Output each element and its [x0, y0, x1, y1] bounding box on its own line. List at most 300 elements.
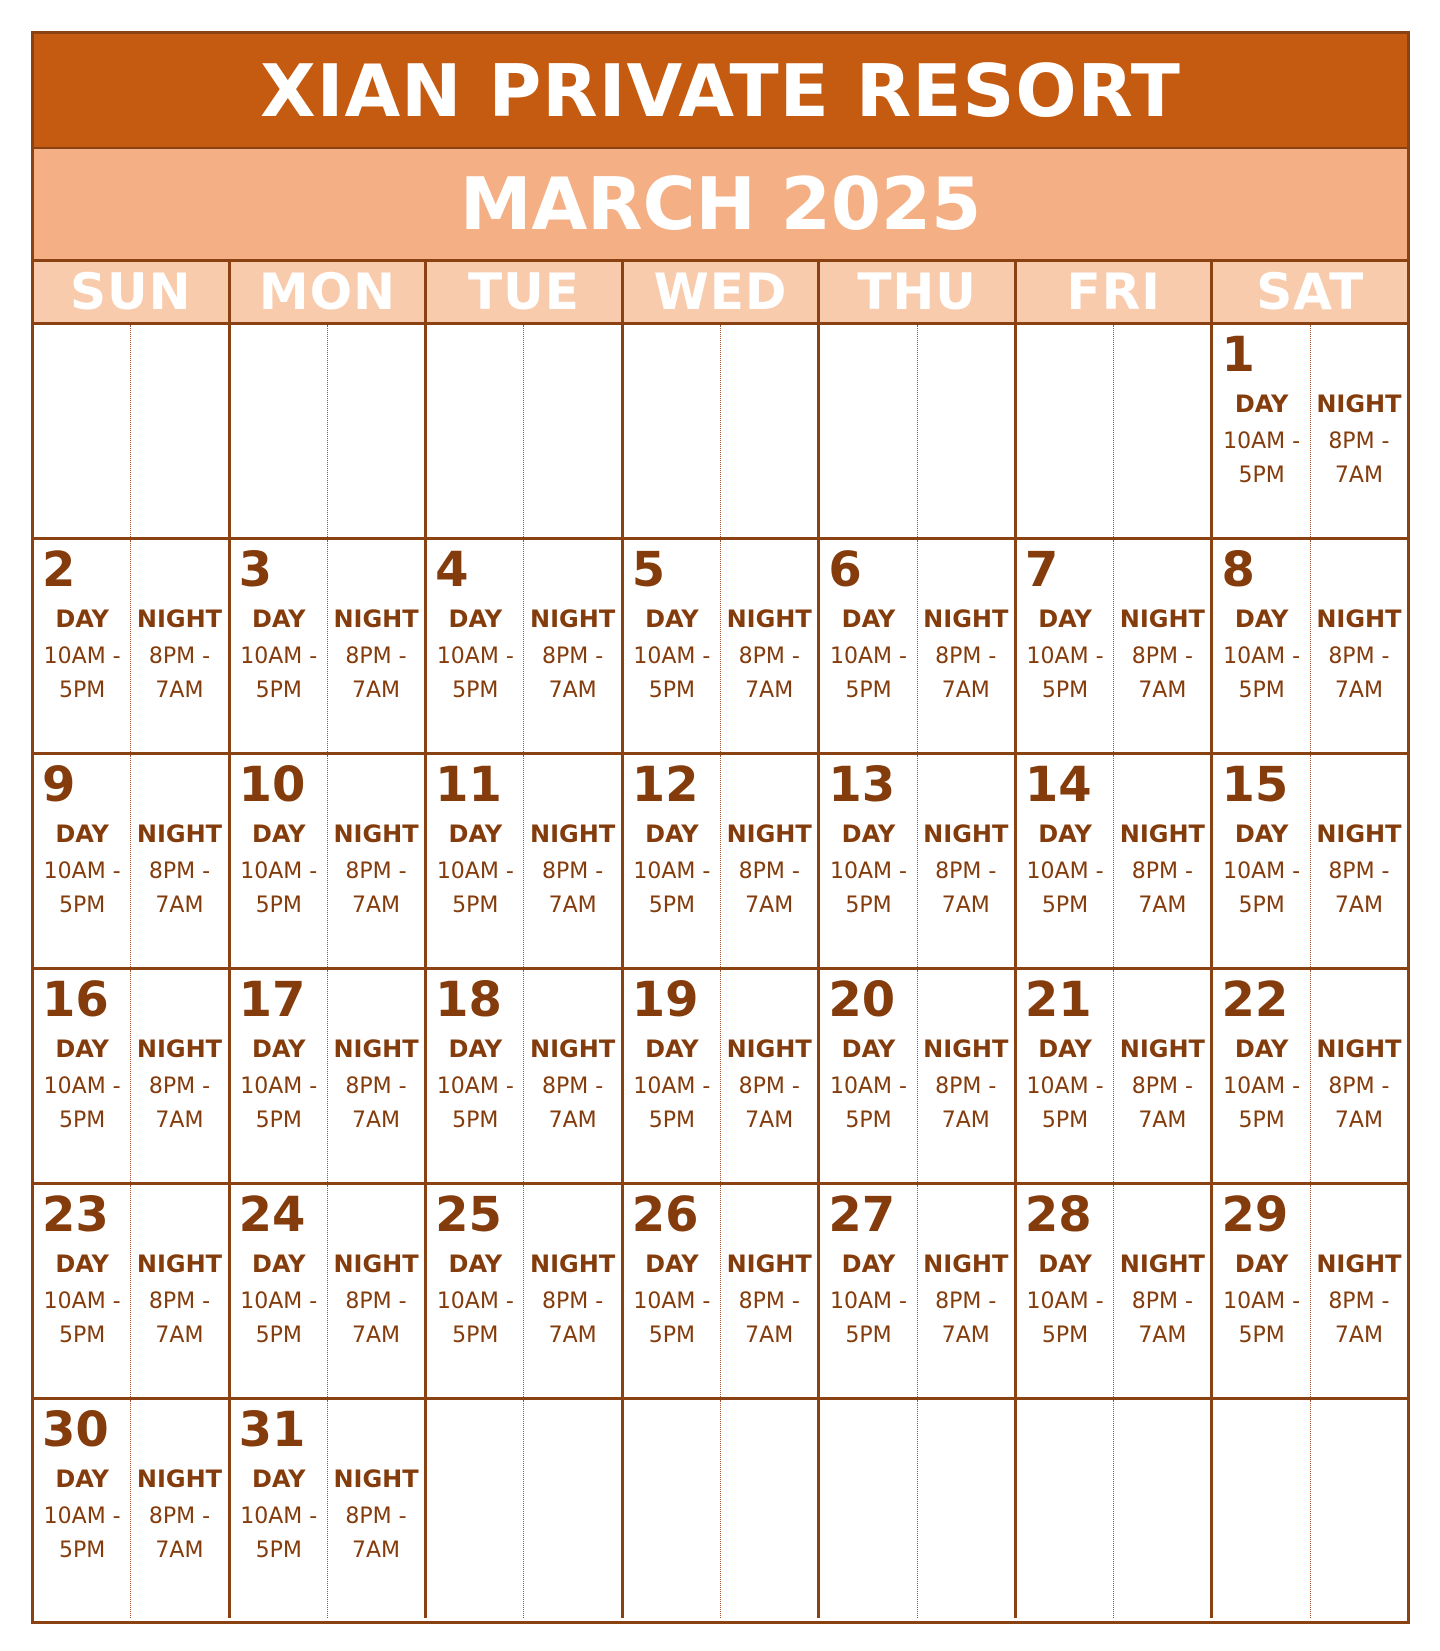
- calendar-week: [34, 755, 1407, 970]
- day-slot-start: 10AM -: [436, 1289, 514, 1314]
- day-slot[interactable]: [1213, 819, 1309, 923]
- day-slot-label: DAY: [251, 1250, 306, 1278]
- night-slot[interactable]: [131, 1249, 227, 1353]
- night-slot-label: NIGHT: [726, 1035, 812, 1063]
- night-slot-end: 7AM: [1138, 678, 1187, 703]
- night-slot-column: [1311, 540, 1407, 752]
- night-slot[interactable]: [1114, 1034, 1210, 1138]
- day-slot-end: 5PM: [1041, 1108, 1089, 1133]
- day-slot[interactable]: [1213, 1249, 1309, 1353]
- night-slot-time: [918, 855, 1014, 923]
- day-slot-start: 10AM -: [1026, 859, 1104, 884]
- calendar-day-cell[interactable]: [817, 970, 1014, 1182]
- day-slot-end: 5PM: [255, 1323, 302, 1348]
- day-slot[interactable]: [820, 1034, 916, 1138]
- night-slot-label: NIGHT: [923, 1035, 1009, 1063]
- calendar-day-cell[interactable]: [424, 755, 621, 967]
- night-slot-label: NIGHT: [333, 820, 419, 848]
- night-slot-time: [131, 640, 227, 708]
- night-slot[interactable]: [328, 1034, 424, 1138]
- day-number: 10: [238, 757, 306, 813]
- day-slot-column: [624, 325, 721, 537]
- night-slot[interactable]: [328, 1249, 424, 1353]
- calendar-day-cell[interactable]: [817, 755, 1014, 967]
- night-slot[interactable]: [918, 1249, 1014, 1353]
- night-slot-start: 8PM -: [542, 859, 604, 884]
- day-slot-label: DAY: [448, 820, 503, 848]
- day-slot-time: [1017, 855, 1113, 923]
- calendar-day-cell[interactable]: [228, 970, 425, 1182]
- day-slot-start: 10AM -: [1223, 859, 1301, 884]
- night-slot-column: [918, 325, 1014, 537]
- day-slot-start: 10AM -: [1223, 1289, 1301, 1314]
- night-slot-label: NIGHT: [136, 1250, 223, 1278]
- day-slot-label: DAY: [645, 1035, 699, 1063]
- night-slot-time: [721, 640, 817, 708]
- day-slot[interactable]: [231, 1249, 327, 1353]
- day-slot[interactable]: [624, 604, 720, 708]
- day-number: 12: [631, 757, 699, 813]
- day-number: 25: [435, 1187, 502, 1243]
- calendar-day-cell[interactable]: [34, 1400, 228, 1618]
- day-slot-time: [34, 1285, 130, 1353]
- day-slot-label: DAY: [841, 605, 896, 633]
- day-slot-time: [820, 1285, 916, 1353]
- day-slot-column: [1017, 325, 1114, 537]
- day-number: 31: [238, 1402, 306, 1458]
- day-slot-start: 10AM -: [436, 644, 514, 669]
- day-number: 7: [1024, 542, 1059, 598]
- night-slot-label: NIGHT: [1316, 1035, 1402, 1063]
- night-slot-end: 7AM: [1334, 1323, 1383, 1348]
- day-slot-end: 5PM: [1041, 1323, 1089, 1348]
- calendar-day-cell: [621, 325, 818, 537]
- night-slot-column: [721, 325, 817, 537]
- night-slot-time: [1311, 855, 1407, 923]
- calendar-week: [34, 1185, 1407, 1400]
- night-slot-time: [1114, 640, 1210, 708]
- day-slot-end: 5PM: [452, 1108, 499, 1133]
- day-slot-time: [1213, 640, 1309, 708]
- day-slot-label: DAY: [251, 605, 306, 633]
- night-slot-column: [131, 970, 227, 1182]
- day-number: 22: [1221, 972, 1289, 1028]
- day-slot-start: 10AM -: [633, 644, 711, 669]
- day-slot[interactable]: [427, 604, 523, 708]
- day-slot[interactable]: [34, 1034, 130, 1138]
- day-slot-start: 10AM -: [43, 1504, 121, 1529]
- night-slot-end: 7AM: [352, 893, 401, 918]
- night-slot[interactable]: [721, 1034, 817, 1138]
- night-slot-end: 7AM: [1138, 1108, 1187, 1133]
- day-slot-label: DAY: [645, 605, 699, 633]
- day-slot-time: [231, 1285, 327, 1353]
- night-slot[interactable]: [131, 819, 227, 923]
- night-slot-column: [721, 755, 817, 967]
- calendar-day-cell[interactable]: [34, 540, 228, 752]
- night-slot-label: NIGHT: [333, 1250, 419, 1278]
- calendar-day-cell[interactable]: [1014, 540, 1211, 752]
- calendar-day-cell[interactable]: [424, 540, 621, 752]
- day-slot-start: 10AM -: [1026, 644, 1104, 669]
- night-slot-label: NIGHT: [1119, 820, 1205, 848]
- calendar-day-cell[interactable]: [228, 540, 425, 752]
- day-slot-time: [624, 855, 720, 923]
- night-slot-end: 7AM: [745, 1323, 794, 1348]
- day-slot-time: [427, 640, 523, 708]
- night-slot-start: 8PM -: [935, 644, 997, 669]
- calendar-day-cell[interactable]: [34, 755, 228, 967]
- weekday-sat: SAT: [1210, 262, 1407, 322]
- night-slot-label: NIGHT: [923, 1250, 1009, 1278]
- day-number: 1: [1221, 327, 1255, 383]
- night-slot-start: 8PM -: [148, 1289, 211, 1314]
- calendar-day-cell[interactable]: [621, 755, 818, 967]
- night-slot-time: [328, 1070, 424, 1138]
- calendar-day-cell[interactable]: [817, 1185, 1014, 1397]
- day-slot[interactable]: [1213, 1034, 1309, 1138]
- day-slot-end: 5PM: [845, 893, 892, 918]
- night-slot-column: [524, 540, 620, 752]
- night-slot-start: 8PM -: [738, 859, 800, 884]
- night-slot-time: [918, 1070, 1014, 1138]
- night-slot-time: [918, 1285, 1014, 1353]
- night-slot-column: [131, 755, 227, 967]
- night-slot-time: [328, 1285, 424, 1353]
- day-number: 26: [631, 1187, 699, 1243]
- night-slot[interactable]: [1311, 389, 1407, 493]
- day-slot-column: [820, 540, 917, 752]
- day-slot-time: [34, 1070, 130, 1138]
- day-slot-end: 5PM: [59, 893, 106, 918]
- night-slot-start: 8PM -: [148, 1504, 211, 1529]
- day-slot-end: 5PM: [1041, 893, 1089, 918]
- day-slot-label: DAY: [448, 1250, 503, 1278]
- night-slot-time: [131, 1500, 227, 1568]
- night-slot[interactable]: [328, 1464, 424, 1568]
- day-number: 20: [828, 972, 896, 1028]
- weekday-header-row: [34, 262, 1407, 325]
- night-slot-time: [524, 855, 620, 923]
- day-slot-label: DAY: [251, 820, 306, 848]
- night-slot-label: NIGHT: [923, 605, 1009, 633]
- day-number: 8: [1221, 542, 1255, 598]
- day-slot-label: DAY: [448, 605, 503, 633]
- night-slot-column: [918, 755, 1014, 967]
- day-slot-column: [34, 325, 131, 537]
- night-slot-label: NIGHT: [333, 605, 419, 633]
- day-slot[interactable]: [820, 604, 916, 708]
- day-slot-column: [231, 325, 328, 537]
- day-slot-time: [1017, 1070, 1113, 1138]
- day-slot-column: [34, 1400, 131, 1618]
- day-slot[interactable]: [231, 1034, 327, 1138]
- day-slot-start: 10AM -: [829, 644, 907, 669]
- calendar-day-cell[interactable]: [228, 1400, 425, 1618]
- night-slot[interactable]: [524, 1249, 620, 1353]
- night-slot-column: [1114, 1185, 1210, 1397]
- day-slot-column: [231, 1400, 328, 1618]
- night-slot-column: [1114, 540, 1210, 752]
- weekday-mon: MON: [228, 262, 425, 322]
- day-slot[interactable]: [427, 819, 523, 923]
- night-slot-time: [721, 1285, 817, 1353]
- night-slot[interactable]: [524, 819, 620, 923]
- night-slot-column: [918, 1400, 1014, 1618]
- calendar-day-cell[interactable]: [817, 540, 1014, 752]
- day-slot[interactable]: [1017, 604, 1113, 708]
- night-slot-end: 7AM: [155, 1108, 204, 1133]
- day-slot-start: 10AM -: [1223, 644, 1301, 669]
- night-slot[interactable]: [1311, 1034, 1407, 1138]
- night-slot[interactable]: [1114, 819, 1210, 923]
- day-slot-time: [427, 1070, 523, 1138]
- day-slot[interactable]: [231, 819, 327, 923]
- day-slot[interactable]: [624, 1034, 720, 1138]
- day-slot-time: [1213, 1070, 1309, 1138]
- calendar-day-cell[interactable]: [1210, 540, 1407, 752]
- night-slot-time: [1114, 1285, 1210, 1353]
- night-slot[interactable]: [524, 1034, 620, 1138]
- day-slot-column: [231, 970, 328, 1182]
- calendar-day-cell[interactable]: [1014, 1185, 1211, 1397]
- night-slot-column: [1311, 755, 1407, 967]
- day-slot-label: DAY: [55, 1250, 109, 1278]
- calendar-day-cell: [424, 325, 621, 537]
- night-slot-start: 8PM -: [1131, 859, 1193, 884]
- night-slot[interactable]: [131, 1034, 227, 1138]
- night-slot-start: 8PM -: [542, 1074, 604, 1099]
- day-slot-column: [624, 540, 721, 752]
- day-number: 19: [631, 972, 699, 1028]
- night-slot-start: 8PM -: [1328, 1289, 1390, 1314]
- night-slot-end: 7AM: [548, 1323, 597, 1348]
- calendar-week: [34, 540, 1407, 755]
- calendar-day-cell[interactable]: [621, 970, 818, 1182]
- day-slot-column: [427, 325, 524, 537]
- night-slot[interactable]: [721, 819, 817, 923]
- day-slot[interactable]: [231, 1464, 327, 1568]
- day-slot-label: DAY: [55, 820, 109, 848]
- day-slot[interactable]: [34, 1464, 130, 1568]
- night-slot[interactable]: [131, 604, 227, 708]
- night-slot-column: [524, 970, 620, 1182]
- calendar-day-cell: [817, 1400, 1014, 1618]
- calendar-day-cell[interactable]: [1014, 970, 1211, 1182]
- night-slot-column: [918, 1185, 1014, 1397]
- night-slot-time: [721, 1070, 817, 1138]
- night-slot-start: 8PM -: [148, 644, 211, 669]
- day-number: 29: [1221, 1187, 1289, 1243]
- day-number: 30: [42, 1402, 109, 1458]
- calendar-day-cell: [621, 1400, 818, 1618]
- day-slot-time: [1017, 640, 1113, 708]
- night-slot-column: [918, 540, 1014, 752]
- day-slot-end: 5PM: [59, 1108, 106, 1133]
- day-slot[interactable]: [820, 819, 916, 923]
- day-slot[interactable]: [1017, 1249, 1113, 1353]
- calendar-day-cell[interactable]: [424, 1185, 621, 1397]
- day-slot-column: [820, 1400, 917, 1618]
- night-slot-start: 8PM -: [1131, 1074, 1193, 1099]
- day-slot-column: [231, 755, 328, 967]
- day-slot-column: [1213, 755, 1310, 967]
- night-slot[interactable]: [1311, 819, 1407, 923]
- day-slot-start: 10AM -: [43, 859, 121, 884]
- night-slot-start: 8PM -: [935, 859, 997, 884]
- night-slot[interactable]: [918, 1034, 1014, 1138]
- day-slot-time: [34, 640, 130, 708]
- night-slot[interactable]: [1114, 1249, 1210, 1353]
- day-slot[interactable]: [427, 1034, 523, 1138]
- night-slot-end: 7AM: [941, 1108, 990, 1133]
- weekday-tue: TUE: [424, 262, 621, 322]
- day-slot-end: 5PM: [59, 1323, 106, 1348]
- calendar-day-cell[interactable]: [1210, 1185, 1407, 1397]
- weekday-thu: THU: [817, 262, 1014, 322]
- night-slot[interactable]: [1311, 604, 1407, 708]
- night-slot-start: 8PM -: [542, 644, 604, 669]
- night-slot[interactable]: [721, 1249, 817, 1353]
- day-slot-column: [1213, 540, 1310, 752]
- night-slot-time: [1114, 855, 1210, 923]
- night-slot[interactable]: [721, 604, 817, 708]
- day-slot-start: 10AM -: [1026, 1289, 1104, 1314]
- night-slot-end: 7AM: [1138, 893, 1187, 918]
- day-slot[interactable]: [34, 604, 130, 708]
- day-slot-start: 10AM -: [633, 859, 711, 884]
- day-slot[interactable]: [34, 819, 130, 923]
- night-slot-start: 8PM -: [345, 1289, 407, 1314]
- night-slot[interactable]: [918, 604, 1014, 708]
- calendar-day-cell[interactable]: [621, 1185, 818, 1397]
- day-slot-time: [1213, 855, 1309, 923]
- night-slot-end: 7AM: [745, 678, 794, 703]
- night-slot[interactable]: [328, 604, 424, 708]
- night-slot-column: [131, 1400, 227, 1618]
- day-number: 14: [1024, 757, 1092, 813]
- day-slot-column: [820, 755, 917, 967]
- night-slot-end: 7AM: [941, 678, 990, 703]
- day-slot-label: DAY: [1038, 1035, 1092, 1063]
- night-slot[interactable]: [1311, 1249, 1407, 1353]
- resort-title: XIAN PRIVATE RESORT: [34, 34, 1407, 149]
- day-slot[interactable]: [427, 1249, 523, 1353]
- night-slot-label: NIGHT: [333, 1465, 419, 1493]
- day-slot[interactable]: [624, 1249, 720, 1353]
- night-slot-label: NIGHT: [726, 1250, 812, 1278]
- day-slot[interactable]: [1213, 389, 1309, 493]
- night-slot[interactable]: [131, 1464, 227, 1568]
- calendar-week: [34, 970, 1407, 1185]
- night-slot[interactable]: [328, 819, 424, 923]
- day-slot-end: 5PM: [845, 1108, 892, 1133]
- night-slot[interactable]: [918, 819, 1014, 923]
- day-slot-start: 10AM -: [240, 1074, 318, 1099]
- day-slot[interactable]: [1017, 819, 1113, 923]
- night-slot-time: [328, 640, 424, 708]
- day-slot-end: 5PM: [452, 678, 499, 703]
- day-slot[interactable]: [820, 1249, 916, 1353]
- day-slot[interactable]: [231, 604, 327, 708]
- day-slot-label: DAY: [251, 1465, 306, 1493]
- calendar-day-cell[interactable]: [424, 970, 621, 1182]
- night-slot-start: 8PM -: [738, 644, 800, 669]
- night-slot-label: NIGHT: [1119, 605, 1205, 633]
- day-number: 9: [42, 757, 76, 813]
- night-slot-label: NIGHT: [333, 1035, 419, 1063]
- day-slot-time: [34, 855, 130, 923]
- night-slot-end: 7AM: [1138, 1323, 1187, 1348]
- night-slot-end: 7AM: [352, 1323, 401, 1348]
- night-slot-label: NIGHT: [1119, 1035, 1205, 1063]
- day-number: 15: [1221, 757, 1289, 813]
- day-slot[interactable]: [1213, 604, 1309, 708]
- day-slot-time: [231, 855, 327, 923]
- weekday-fri: FRI: [1014, 262, 1211, 322]
- day-slot-column: [34, 970, 131, 1182]
- calendar-frame: [31, 31, 1410, 1624]
- night-slot-label: NIGHT: [530, 820, 616, 848]
- night-slot-time: [1114, 1070, 1210, 1138]
- calendar-day-cell[interactable]: [621, 540, 818, 752]
- day-slot-time: [231, 1070, 327, 1138]
- day-slot-column: [1017, 1185, 1114, 1397]
- night-slot-column: [1114, 755, 1210, 967]
- day-slot-time: [231, 1500, 327, 1568]
- calendar-day-cell[interactable]: [1210, 325, 1407, 537]
- night-slot-start: 8PM -: [1328, 429, 1390, 454]
- night-slot-time: [1311, 425, 1407, 493]
- night-slot-time: [328, 1500, 424, 1568]
- calendar-day-cell[interactable]: [1210, 970, 1407, 1182]
- night-slot-end: 7AM: [548, 893, 597, 918]
- night-slot-label: NIGHT: [1316, 605, 1402, 633]
- calendar-day-cell[interactable]: [34, 1185, 228, 1397]
- day-slot[interactable]: [624, 819, 720, 923]
- calendar-day-cell[interactable]: [1210, 755, 1407, 967]
- day-slot[interactable]: [1017, 1034, 1113, 1138]
- day-slot-column: [820, 325, 917, 537]
- calendar-day-cell[interactable]: [1014, 755, 1211, 967]
- day-slot-label: DAY: [55, 605, 109, 633]
- night-slot-label: NIGHT: [530, 1250, 616, 1278]
- day-slot-column: [624, 1400, 721, 1618]
- calendar-day-cell[interactable]: [228, 755, 425, 967]
- day-slot-time: [624, 640, 720, 708]
- day-slot-time: [427, 855, 523, 923]
- night-slot-start: 8PM -: [1328, 859, 1390, 884]
- calendar-day-cell[interactable]: [34, 970, 228, 1182]
- night-slot-column: [918, 970, 1014, 1182]
- night-slot-column: [328, 1400, 424, 1618]
- day-slot-label: DAY: [1234, 605, 1289, 633]
- calendar-day-cell[interactable]: [228, 1185, 425, 1397]
- day-slot-column: [231, 540, 328, 752]
- day-slot-column: [624, 1185, 721, 1397]
- day-slot-label: DAY: [1234, 820, 1289, 848]
- night-slot-label: NIGHT: [136, 820, 223, 848]
- day-slot-column: [1213, 325, 1310, 537]
- night-slot-column: [721, 1185, 817, 1397]
- day-slot[interactable]: [34, 1249, 130, 1353]
- night-slot[interactable]: [524, 604, 620, 708]
- night-slot-label: NIGHT: [1316, 390, 1402, 418]
- night-slot[interactable]: [1114, 604, 1210, 708]
- day-slot-column: [1213, 1185, 1310, 1397]
- day-slot-end: 5PM: [255, 678, 302, 703]
- day-slot-start: 10AM -: [240, 1289, 318, 1314]
